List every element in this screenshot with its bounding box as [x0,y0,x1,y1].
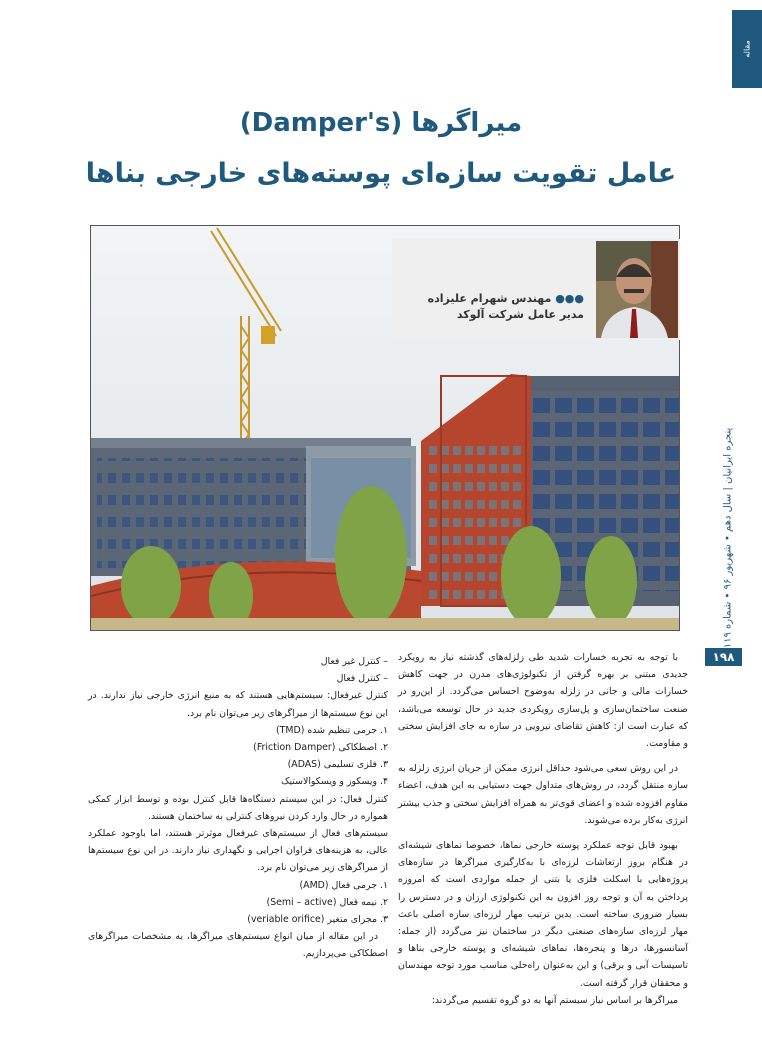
text-column-left [88,653,388,963]
author-text [399,291,584,323]
paragraph: با توجه به تجربه خسارات شدید طی زلزله‌های گذشته نیاز به رویکرد جدیدی مبتنی بر بهره گرفتن از تکنولوژی‌های مدرن در جهت کاهش خسارات مالی و جانی در زلزله به‌وضوح احساس می‌گردد. از این‌رو در صنعت ساختمان‌سازی و پل‌سازی رویکردی جدید در حال توسعه می‌باشد، که عبارت است از: کاهش تقاضای نیرویی در سازه به جای افزایش سختی و مقاومت. [398,652,688,750]
list-item: ۴. ویسکوز و ویسکوالاستیک [281,776,388,788]
list-item: ۲. اصطکاکی (Friction Damper) [253,742,388,754]
issue-text: پنجره ایرانیان | سال دهم • شهریور ۹۶ • شماره ۱۱۹ [722,427,734,649]
list-item: ۳. مجرای متغیر (veriable orifice) [247,914,388,926]
author-box [392,239,680,340]
author-name: مهندس شهرام علیزاده [427,292,552,305]
article-title: میراگرها (Damper's) [239,108,523,138]
list-item: – کنترل فعال [336,673,388,685]
author-portrait [596,241,678,338]
paragraph: در این مقاله از میان انواع سیستم‌های میراگرها، به مشخصات میراگرهای اصطکاکی می‌پردازیم. [88,931,388,960]
section-tab [732,10,762,88]
list-item: ۳. فلزی تسلیمی (ADAS) [287,759,388,771]
paragraph: بهبود قابل توجه عملکرد پوسته خارجی نماها، خصوصا نماهای شیشه‌ای در هنگام بروز ارتعاشات لرزه‌ای با به‌کارگیری میراگرها در سازه‌های پروژه‌هایی با اسکلت فلزی یا بتنی از جمله مواردی است که امروزه پرداختن به آن و توجه روز افزون به این تکنولوژی ارزان و در دسترس را بسیار ضروری ساخته است. بدین ترتیب مهار لرزه‌ای سازه اصلی باعث مهار لرزه‌ای سازه‌های صنعتی دیگر در ساختمان نیز می‌گردد (از جمله: آسانسورها، درها و پنجره‌ها، نماهای شیشه‌ای و پوسته خارجی بناها و تاسیسات آبی و برقی) و این به‌عنوان راه‌حلی مناسب مورد توجه مهندسان و محققان قرار گرفته است. [398,840,688,989]
list-item: ۲. نیمه فعال (Semi – active) [266,896,388,908]
bullet-dots: ●●● [551,292,584,305]
list-item: ۱. جرمی تنظیم شده (TMD) [275,724,388,736]
author-role: مدیر عامل شرکت آلوکد [456,308,584,321]
page-number: ۱۹۸ [705,648,742,666]
list-item: ۱. جرمی فعال (AMD) [299,879,388,891]
paragraph: سیستم‌های فعال از سیستم‌های غیرفعال موثرتر هستند، اما باوجود عملکرد عالی، به هزینه‌های فراوان اجرایی و نگهداری نیاز دارند. در این نوع سیستم‌ها از میراگرهای زیر می‌توان نام برد. [88,828,388,874]
section-tab-label: مقاله [742,40,752,58]
paragraph: کنترل فعال: در این سیستم دستگاه‌ها قابل کنترل بوده و توسط ابزار کمکی همواره در حال وارد کردن نیروهای کنترلی به ساختمان هستند. [88,793,388,822]
author-portrait-image [596,241,678,338]
issue-sidebar [693,426,762,650]
text-column-right [398,649,688,1009]
list-item: – کنترل غیر فعال [320,656,388,667]
paragraph: میراگرها بر اساس نیاز سیستم آنها به دو گروه تقسیم می‌گردند: [431,994,678,1006]
article-subtitle: عامل تقویت سازه‌ای پوسته‌های خارجی بناها [85,158,677,189]
paragraph: در این روش سعی می‌شود حداقل انرژی ممکن از جریان انرژی زلزله به سازه منتقل گردد، در روش‌های متداول جهت دستیابی به این هدف، اعضاء مقاوم افزوده شده و اعضای قوی‌تر به همراه افزایش سختی و جذب بیشتر انرژی به‌کار برده می‌شوند. [398,763,688,826]
paragraph: کنترل غیرفعال: سیستم‌هایی هستند که به منبع انرژی خارجی نیاز ندارند. در این نوع سیستم‌ها از میراگرهای زیر می‌توان نام برد. [88,690,388,719]
